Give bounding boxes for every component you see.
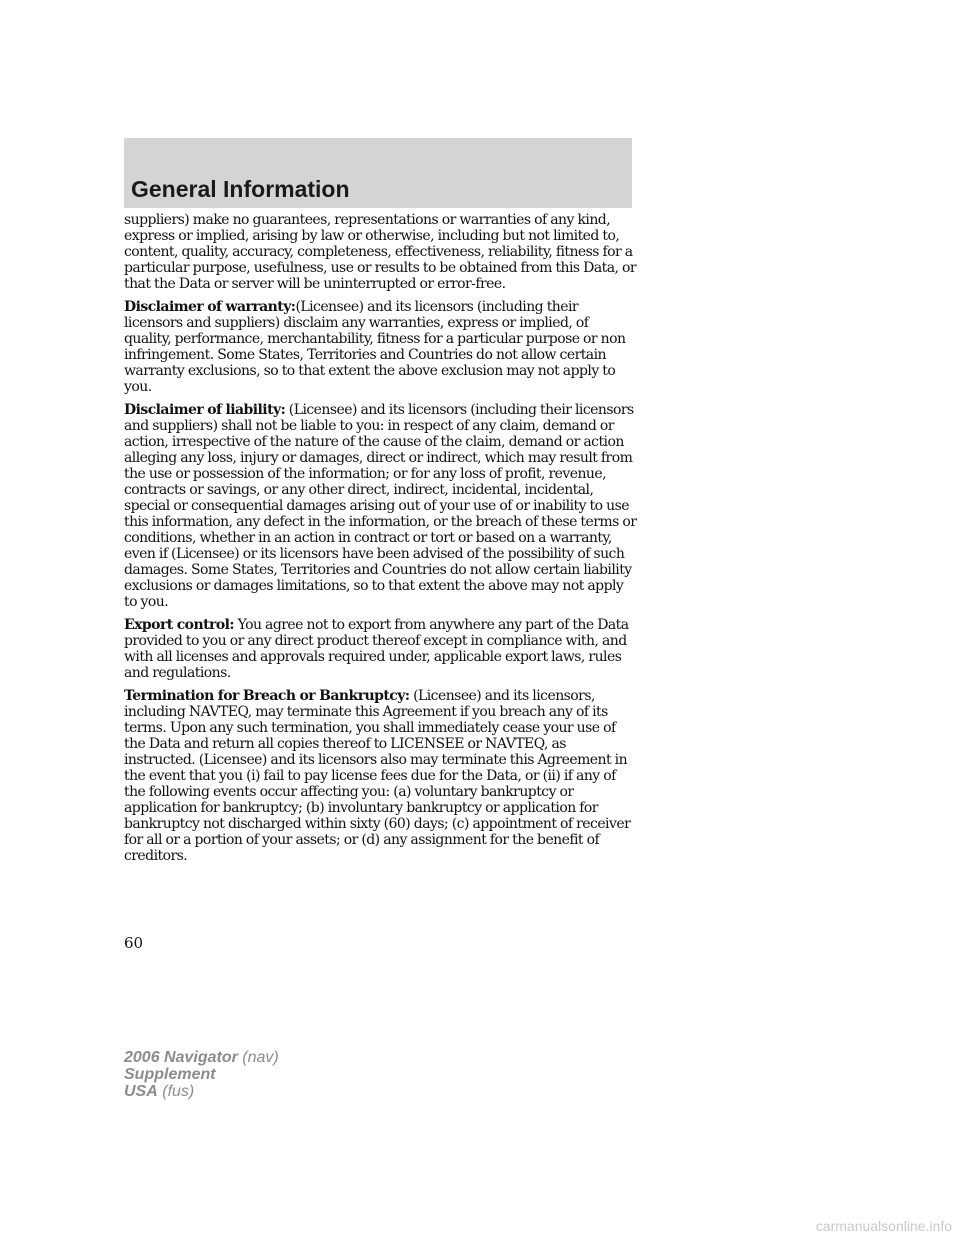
warranty-text: (Licensee) and its licensors (including their licensors and suppliers) disclaim any warranties, express or implied, of quality, performance, merchantability, fitness for a particular purpose or non infringement. Some States, Territories and Countries do not allow certain warranty exclusions, so to that extent the above exclusion may not apply to you. (124, 299, 626, 395)
footer-market-code: (fus) (162, 1083, 195, 1100)
warranty-heading: Disclaimer of warranty: (124, 299, 296, 315)
termination-paragraph (124, 688, 637, 864)
export-paragraph (124, 617, 637, 681)
page-number: 60 (124, 934, 144, 952)
warranty-paragraph (124, 299, 637, 395)
export-text: You agree not to export from anywhere any part of the Data provided to you or any direct product thereof except in compliance with, and with all licenses and approvals required under, applicable export laws, rules and regulations. (124, 617, 629, 681)
liability-heading: Disclaimer of liability: (124, 402, 286, 418)
body-text (124, 212, 637, 871)
footer-doc-type: Supplement (124, 1066, 216, 1083)
footer-market: USA (124, 1083, 158, 1100)
footer-model-code: (nav) (242, 1049, 279, 1066)
liability-paragraph (124, 402, 637, 610)
footer-line-model (124, 1049, 279, 1066)
continuation-paragraph: suppliers) make no guarantees, representations or warranties of any kind, express or implied, arising by law or otherwise, including but not limited to, content, quality, accuracy, completeness, effectiveness, reliability, fitness for a particular purpose, usefulness, use or results to be obtained from this Data, or that the Data or server will be uninterrupted or error-free. (124, 212, 637, 292)
termination-heading: Termination for Breach or Bankruptcy: (124, 688, 410, 704)
footer-line-market (124, 1083, 279, 1100)
export-heading: Export control: (124, 617, 235, 633)
section-title: General Information (131, 176, 350, 202)
liability-text: (Licensee) and its licensors (including their licensors and suppliers) shall not be liable to you: in respect of any claim, demand or action, irrespective of the nature of the cause of the claim, demand or action alleging any loss, injury or damages, direct or indirect, which may result from the use or possession of the information; or for any loss of profit, revenue, contracts or savings, or any other direct, indirect, incidental, incidental, special or consequential damages arising out of your use of or inability to use this information, any defect in the information, or the breach of these terms or conditions, whether in an action in contract or tort or based on a warranty, even if (Licensee) or its licensors have been advised of the possibility of such damages. Some States, Territories and Countries do not allow certain liability exclusions or damages limitations, so to that extent the above may not apply to you. (124, 402, 637, 610)
watermark: carmanualsonline.info (815, 1218, 952, 1234)
footer-model: 2006 Navigator (124, 1049, 238, 1066)
footer-label (124, 1049, 279, 1100)
termination-text: (Licensee) and its licensors, including NAVTEQ, may terminate this Agreement if you breach any of its terms. Upon any such termination, you shall immediately cease your use of the Data and return all copies thereof to LICENSEE or NAVTEQ, as instructed. (Licensee) and its licensors also may terminate this Agreement in the event that you (i) fail to pay license fees due for the Data, or (ii) if any of the following events occur affecting you: (a) voluntary bankruptcy or application for bankruptcy; (b) involuntary bankruptcy or application for bankruptcy not discharged within sixty (60) days; (c) appointment of receiver for all or a portion of your assets; or (d) any assignment for the benefit of creditors. (124, 688, 631, 864)
